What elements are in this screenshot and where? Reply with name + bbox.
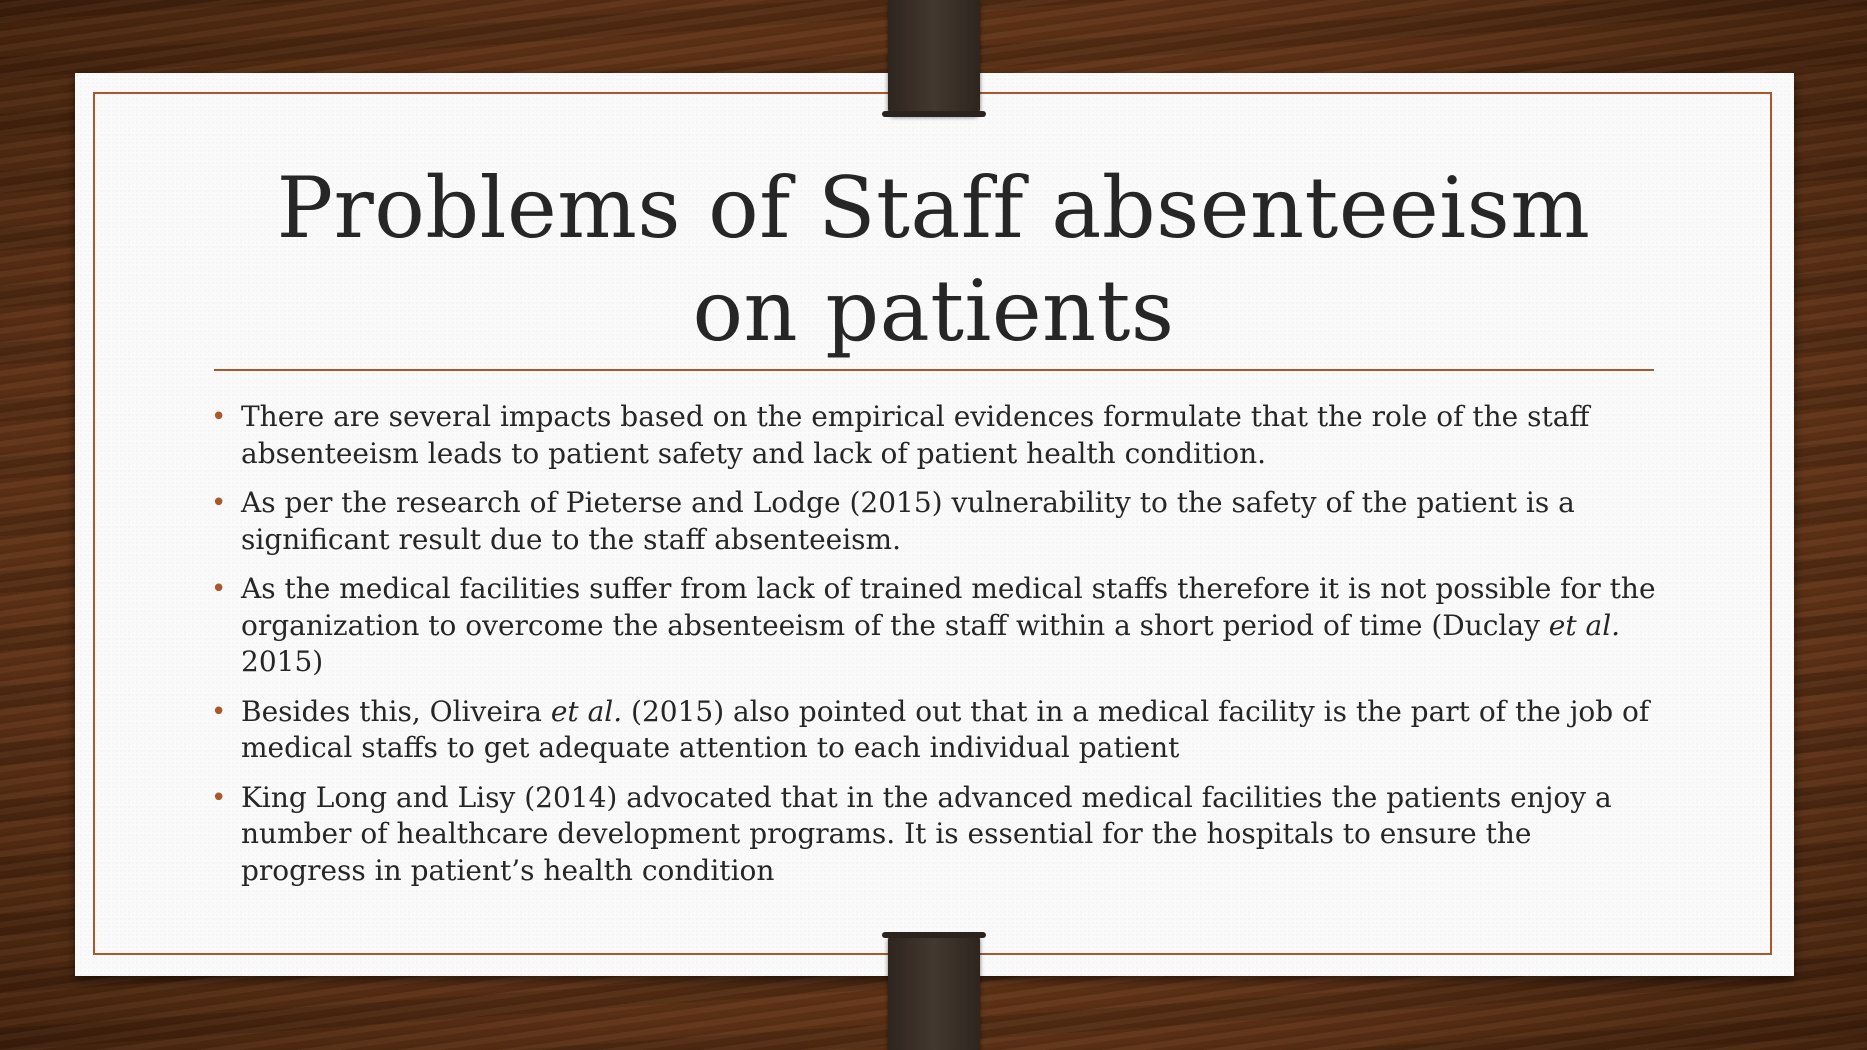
- bullet-item-3: [210, 571, 1660, 681]
- bullet-text-5: King Long and Lisy (2014) advocated that in the advanced medical facilities the patients enjoy a number of healthcare development programs. It is essential for the hospitals to ensure the progress in patient’s health condition: [241, 780, 1612, 887]
- bullet-text-3-start: As the medical facilities suffer from lack of trained medical staffs therefore it is not possible for the organization to overcome the absenteeism of the staff within a short period of time (Duclay: [241, 572, 1656, 642]
- bullet-item-5: [210, 780, 1660, 890]
- bullet-marker-icon: •: [211, 402, 227, 432]
- title-divider: [214, 369, 1654, 371]
- bullet-marker-icon: •: [211, 782, 227, 813]
- bullet-text-3-end: 2015): [241, 645, 324, 678]
- bullet-text-4-start: Besides this, Oliveira: [241, 694, 551, 728]
- bullet-text-3-italic: et al.: [1548, 608, 1621, 642]
- top-binder-clip: [888, 0, 980, 115]
- title-line-2: on patients: [692, 262, 1175, 360]
- bottom-binder-clip: [888, 934, 980, 1050]
- bullet-item-1: [210, 399, 1660, 472]
- bullet-item-4: [210, 694, 1660, 767]
- bullet-text-4-italic: et al.: [550, 694, 623, 728]
- bullet-item-2: [210, 485, 1660, 558]
- slide-title: [215, 157, 1652, 363]
- bullet-text-2: As per the research of Pieterse and Lodge (2015) vulnerability to the safety of the patient is a significant result due to the staff absenteeism.: [241, 486, 1575, 556]
- title-line-1: Problems of Staff absenteeism: [276, 159, 1591, 257]
- bullet-marker-icon: •: [211, 488, 227, 518]
- bullet-list: [210, 399, 1660, 902]
- bullet-marker-icon: •: [211, 696, 227, 727]
- bullet-text-1: There are several impacts based on the empirical evidences formulate that the role of the staff absenteeism leads to patient safety and lack of patient health condition.: [241, 400, 1590, 470]
- bullet-marker-icon: •: [211, 574, 227, 604]
- bullet-text-4-end: (2015) also pointed out that in a medical facility is the part of the job of medical staffs to get adequate attention to each individual patient: [241, 694, 1650, 764]
